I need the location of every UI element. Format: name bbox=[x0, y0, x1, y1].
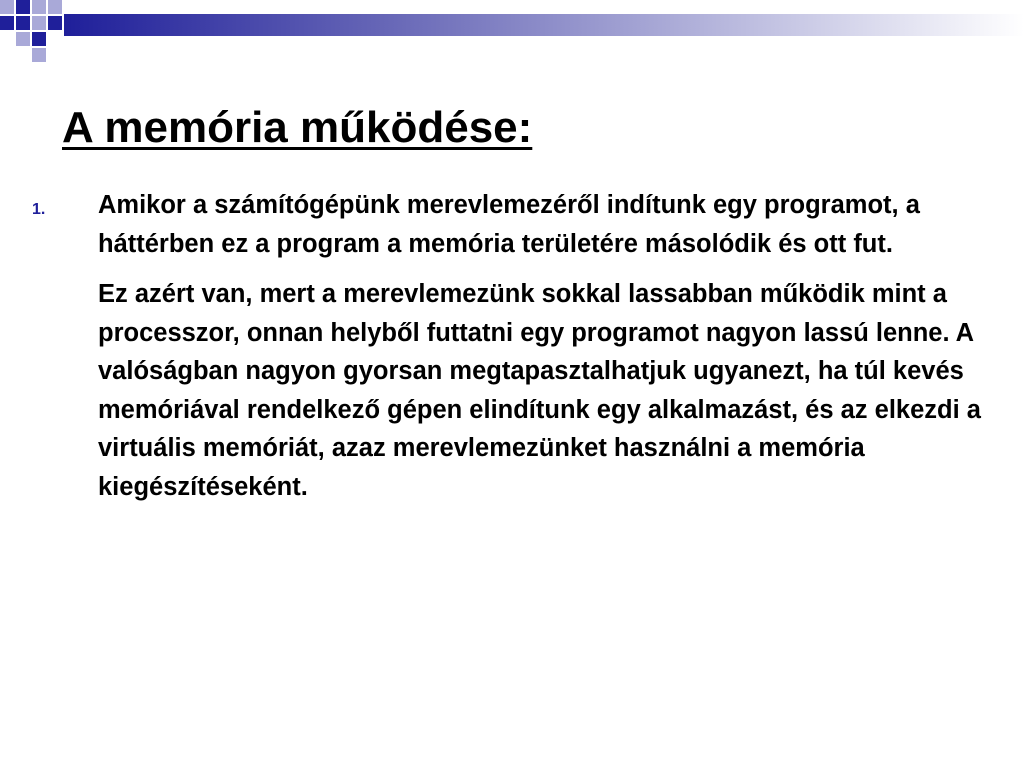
decor-square bbox=[32, 32, 46, 46]
list-item bbox=[0, 186, 1024, 506]
decor-square bbox=[48, 16, 62, 30]
decor-square bbox=[48, 0, 62, 14]
gradient-band bbox=[0, 14, 1024, 36]
decor-square bbox=[0, 16, 14, 30]
decor-square bbox=[32, 16, 46, 30]
list-item-paragraph: Amikor a számítógépünk merevlemezéről indítunk egy programot, a háttérben ez a program a memória területére másolódik és ott fut. bbox=[98, 191, 920, 258]
list-item-paragraph: Ez azért van, mert a merevlemezünk sokkal lassabban működik mint a processzor, onnan helyből futtatni egy programot nagyon lassú lenne. A valóságban nagyon gyorsan megtapasztalhatjuk ugyanezt, ha túl kevés memóriával rendelkező gépen elindítunk egy alkalmazást, és az elkezdi a virtuális memóriát, azaz merevlemezünket használni a memória kiegészítéseként. bbox=[98, 280, 981, 501]
decor-square bbox=[32, 0, 46, 14]
decor-square bbox=[16, 32, 30, 46]
decor-square bbox=[16, 0, 30, 14]
numbered-list bbox=[0, 186, 1024, 518]
decor-square bbox=[0, 0, 14, 14]
slide-title: A memória működése: bbox=[62, 103, 533, 152]
list-item-number: 1. bbox=[32, 201, 46, 218]
decor-square bbox=[16, 16, 30, 30]
decor-square bbox=[32, 48, 46, 62]
